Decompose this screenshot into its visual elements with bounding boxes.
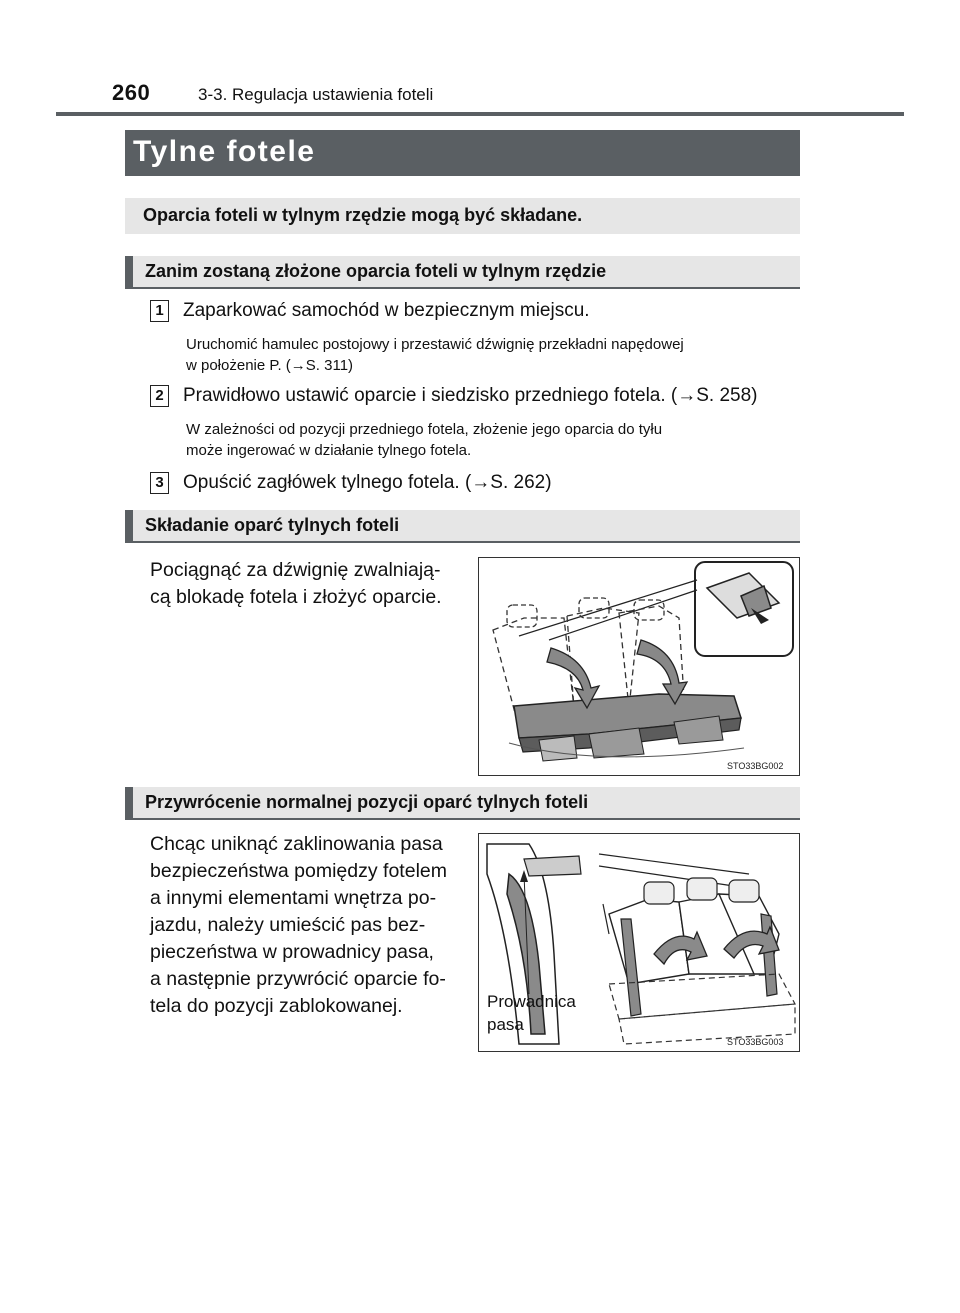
step-note-line: w położenie P. (→S. 311) (186, 357, 354, 374)
step-note-line: może ingerować w działanie tylnego fotela. (186, 442, 472, 459)
belt-guide-illustration (479, 834, 798, 1050)
paragraph-line: pieczeństwa w prowadnicy pasa, (150, 941, 434, 963)
page-title-bar (125, 130, 800, 176)
section-heading-text: Składanie oparć tylnych foteli (145, 515, 400, 535)
section-heading-text: Zanim zostaną złożone oparcia foteli w tylnym rzędzie (145, 261, 607, 281)
paragraph-line: a następnie przywrócić oparcie fo- (150, 968, 446, 990)
figure-label: Prowadnica (487, 992, 576, 1011)
running-title: 3-3. Regulacja ustawienia foteli (198, 85, 434, 104)
step-text: Prawidłowo ustawić oparcie i siedzisko przedniego fotela. (→S. 258) (183, 385, 758, 406)
folding-seat-illustration (479, 558, 798, 774)
paragraph-line: jazdu, należy umieścić pas bez- (150, 914, 426, 936)
figure-code: STO33BG002 (727, 761, 784, 771)
step-number: 2 (150, 385, 169, 407)
figure-code: STO33BG003 (727, 1037, 784, 1047)
step-note-line: W zależności od pozycji przedniego fotela, złożenie jego oparcia do tyłu (186, 421, 663, 438)
header-rule (56, 112, 904, 116)
page-title: Tylne fotele (133, 135, 316, 168)
section-heading-before (125, 256, 800, 289)
intro-box (125, 198, 800, 234)
belt-guide-figure (478, 833, 800, 1052)
step-note-line: Uruchomić hamulec postojowy i przestawić dźwignię przekładni napędowej (186, 336, 684, 353)
step-number: 1 (150, 300, 169, 322)
figure-label: pasa (487, 1015, 524, 1034)
page-number: 260 (112, 80, 151, 105)
paragraph-line: Pociągnąć za dźwignię zwalniają- (150, 559, 441, 581)
paragraph-line: cą blokadę fotela i złożyć oparcie. (150, 586, 442, 608)
step-note (186, 419, 798, 461)
restore-instructions (150, 831, 462, 1020)
intro-text: Oparcia foteli w tylnym rzędzie mogą być składane. (143, 205, 583, 225)
paragraph-line: tela do pozycji zablokowanej. (150, 995, 403, 1017)
step-note (186, 334, 684, 376)
section-heading-text: Przywrócenie normalnej pozycji oparć tylnych foteli (145, 792, 589, 812)
step-text: Zaparkować samochód w bezpiecznym miejscu. (183, 300, 590, 321)
fold-instructions (150, 557, 442, 611)
section-heading-restore (125, 787, 800, 820)
section-heading-fold (125, 510, 800, 543)
paragraph-line: bezpieczeństwa pomiędzy fotelem (150, 860, 447, 882)
paragraph-line: a innymi elementami wnętrza po- (150, 887, 437, 909)
paragraph-line: Chcąc uniknąć zaklinowania pasa (150, 833, 443, 855)
folding-seat-figure (478, 557, 800, 776)
step-number: 3 (150, 472, 169, 494)
step-text: Opuścić zagłówek tylnego fotela. (→S. 262) (183, 472, 552, 493)
